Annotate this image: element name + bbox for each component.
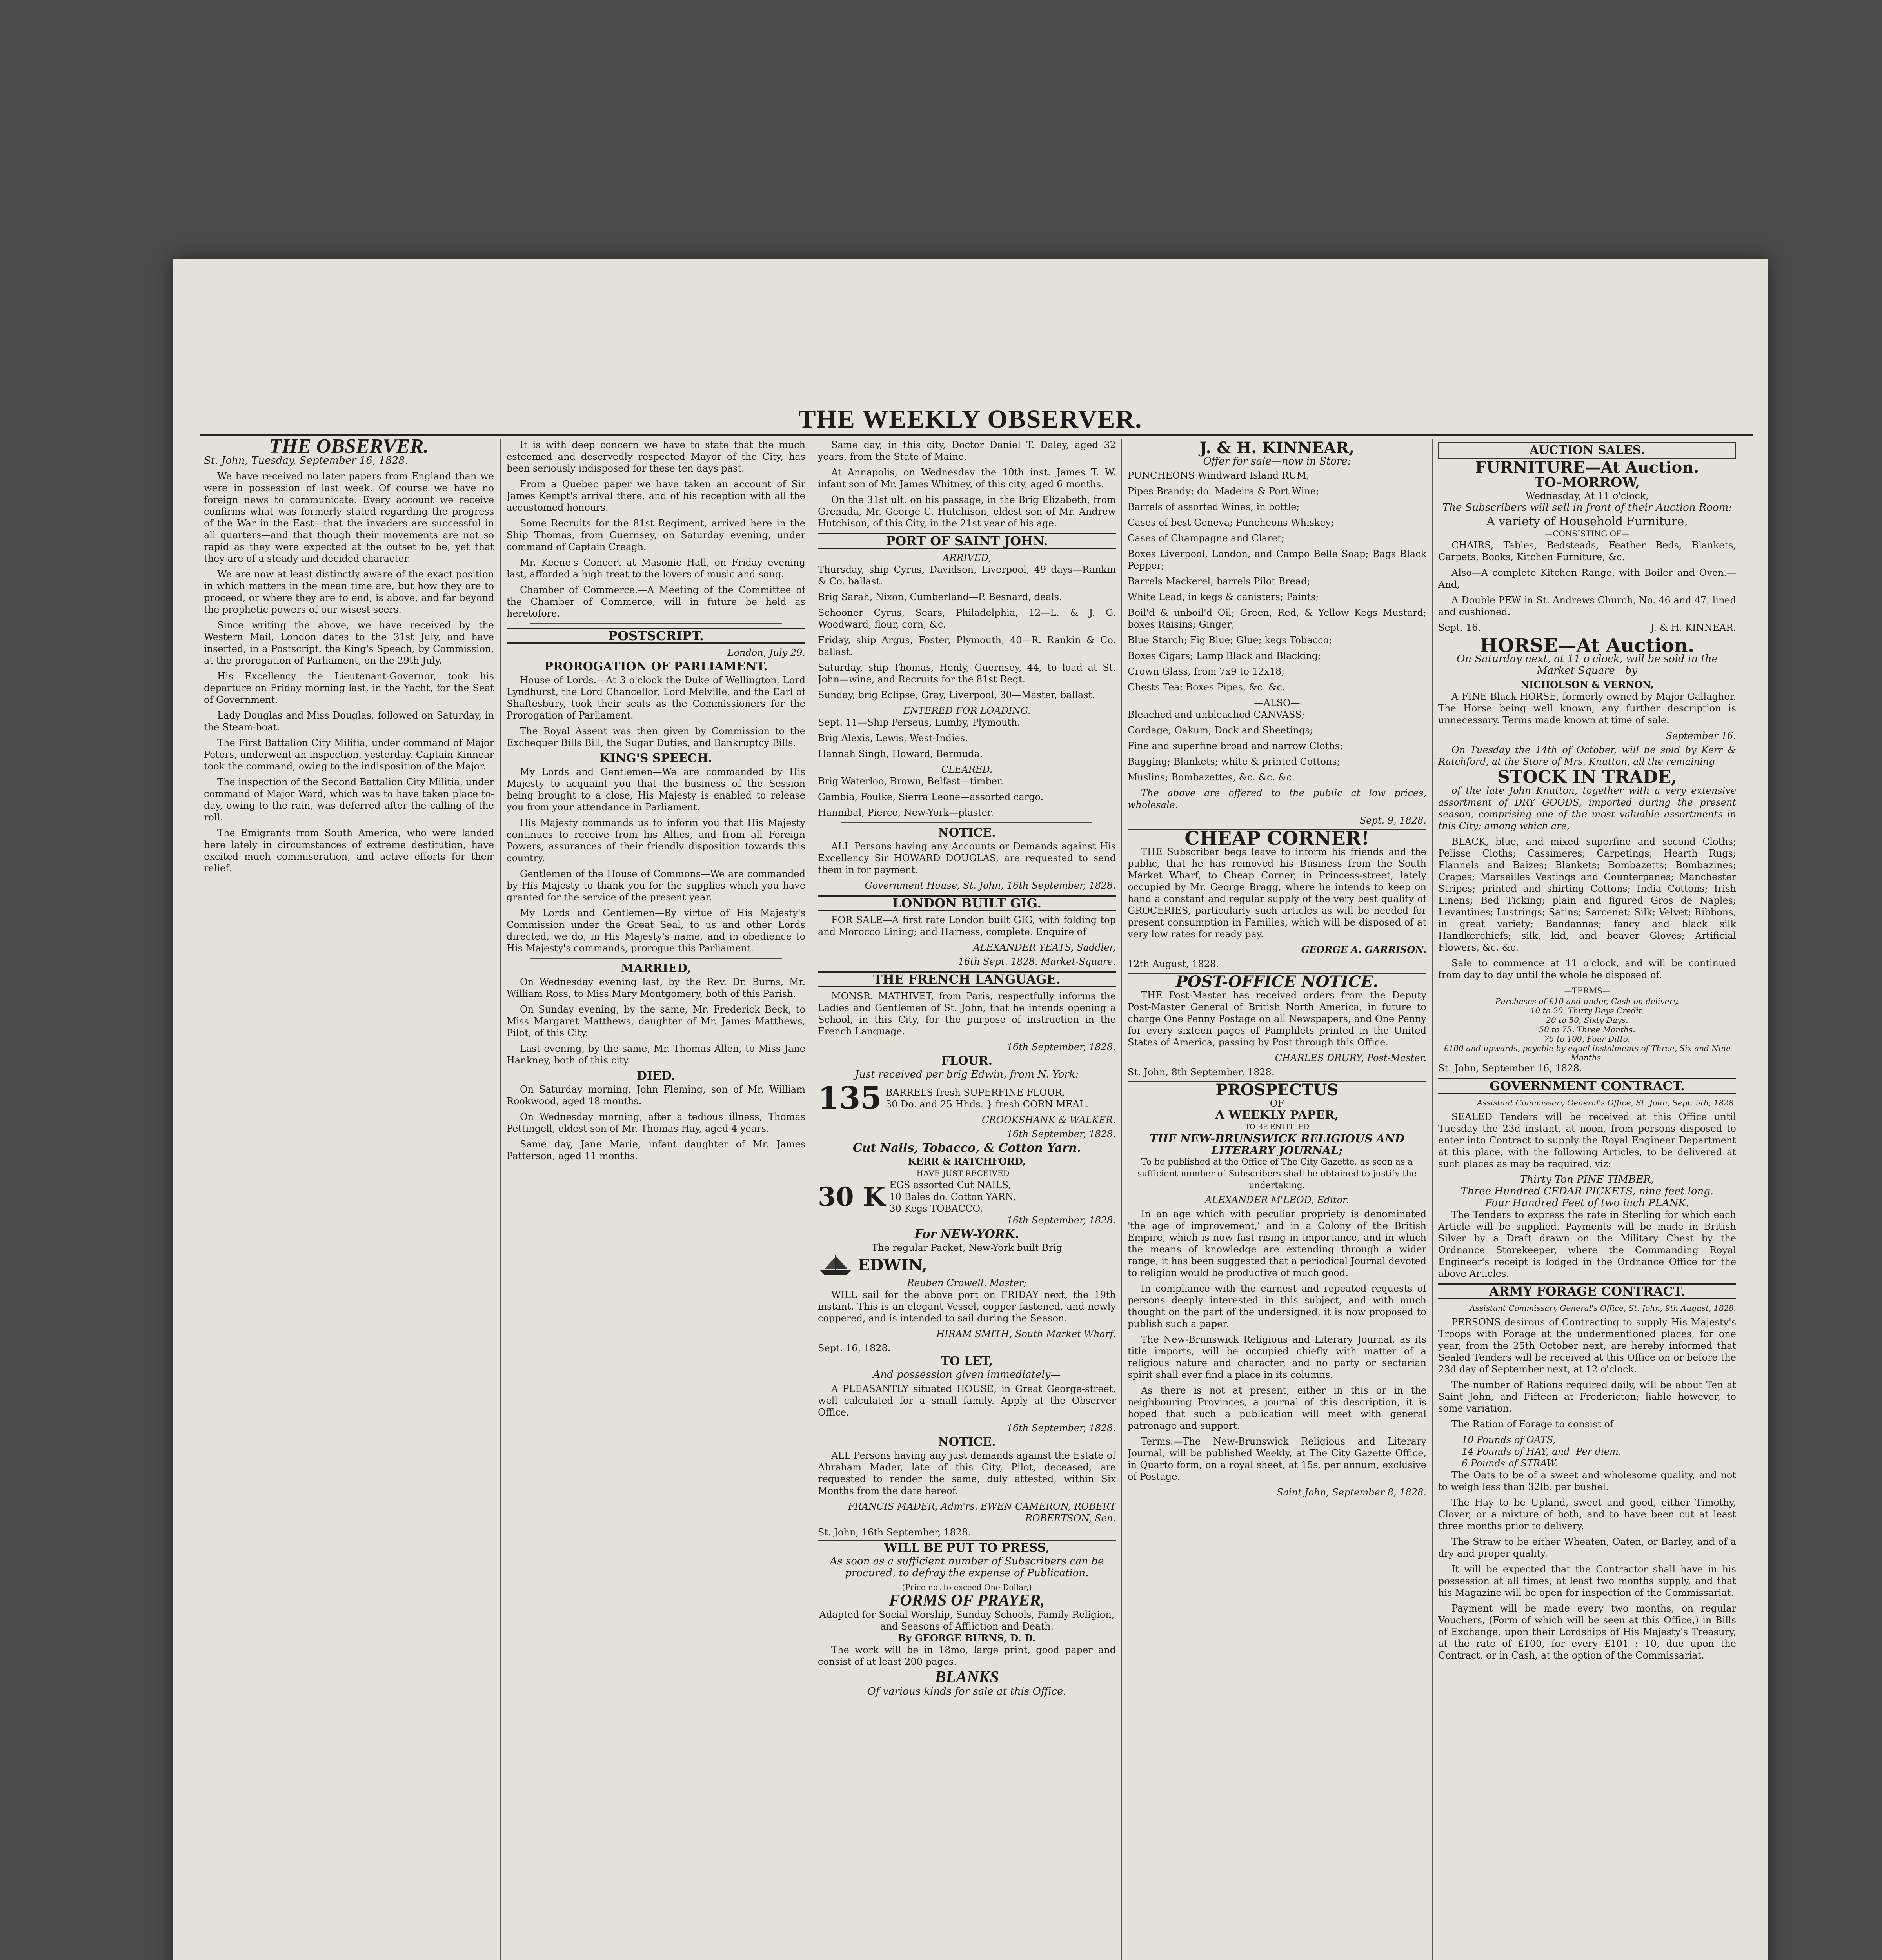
ration-item: 10 Pounds of OATS,: [1462, 1434, 1556, 1445]
article-paragraph: As there is not at present, either in this or in the neighbouring Provinces, a journal of this description, it is hoped that such a publication will meet with general patronage and support.: [1128, 1385, 1426, 1431]
ad-list-item: Pipes Brandy; do. Madeira & Port Wine;: [1128, 486, 1319, 497]
ad-subheading: On Saturday next, at 11 o'clock, will be sold in the Market Square—by: [1457, 653, 1718, 677]
column-3: [818, 439, 1116, 1960]
furniture-text: A variety of Household Furniture,: [1486, 515, 1688, 528]
notice-paragraph: Last evening, by the same, Mr. Thomas Allen, to Miss Jane Hankney, both of this city.: [507, 1043, 805, 1066]
article-paragraph: We have received no later papers from England than we were in possession of last week. Of course we have no foreign news to communicate. Every account we receive confirms what was formerly stated regarding the progress of the War in the East—that the invaders are successful in all quarters—and that though their movements are not so rapid as they were expected at the outset to be, yet that they are of a steady and decided character.: [204, 471, 494, 564]
ad-text: A Double PEW in St. Andrews Church, No. 46 and 47, lined and cushioned.: [1438, 595, 1736, 617]
ad-line: 30 Do. and 25 Hhds. } fresh CORN MEAL.: [885, 1099, 1089, 1110]
press-heading: WILL BE PUT TO PRESS,: [818, 1540, 1116, 1554]
column-4: [1128, 439, 1426, 1960]
ad-list-item: White Lead, in kegs & canisters; Paints;: [1128, 592, 1319, 603]
prospectus-title: THE NEW-BRUNSWICK RELIGIOUS AND LITERARY JOURNAL;: [1150, 1132, 1404, 1157]
terms-line: 50 to 75, Three Months.: [1539, 1025, 1635, 1034]
ad-text: MONSR. MATHIVET, from Paris, respectfully informs the Ladies and Gentlemen of St. John, that he intends opening a School, in this City, for the purpose of instruction in the French Language.: [818, 991, 1116, 1037]
ad-text: of the late John Knutton, together with a very extensive assortment of DRY GOODS, imported during the present season, comprising one of the most valuable assortments in this City; among which are,: [1438, 785, 1736, 831]
prospectus-editor: ALEXANDER M'LEOD, Editor.: [1205, 1194, 1349, 1205]
shipping-entry: Brig Sarah, Nixon, Cumberland—P. Besnard, deals.: [818, 592, 1062, 603]
shipping-entry: Friday, ship Argus, Foster, Plymouth, 40—R. Rankin & Co. ballast.: [818, 635, 1116, 657]
ration-per-diem: Per diem.: [1576, 1446, 1622, 1457]
ad-list-item: Chests Tea; Boxes Pipes, &c. &c.: [1128, 682, 1285, 693]
ad-text: CHAIRS, Tables, Bedsteads, Feather Beds, Blankets, Carpets, Books, Kitchen Furniture, &c.: [1438, 540, 1736, 563]
nails-listing: [818, 1179, 1116, 1214]
ad-text: SEALED Tenders will be received at this Office until Tuesday the 23d instant, at noon, from persons disposed to enter into Contract to supply the Royal Engineer Department at this place, with the following Articles, to be delivered at such places as may be required, viz:: [1438, 1111, 1736, 1169]
terms-paragraph: Terms.—The New-Brunswick Religious and Literary Journal, will be published Weekly, at The City Gazette Office, in Quarto form, on a royal sheet, at 15s. per annum, exclusive of Postage.: [1128, 1436, 1426, 1482]
column-divider: [1121, 439, 1122, 1960]
furniture-consisting: —CONSISTING OF—: [1545, 529, 1629, 538]
ad-date: Sept. 9, 1828.: [1359, 815, 1426, 826]
ad-date: Saint John, September 8, 1828.: [1277, 1487, 1426, 1498]
notice-paragraph: At Annapolis, on Wednesday the 10th inst. James T. W. infant son of Mr. James Whitney, of this city, aged 6 months.: [818, 467, 1116, 490]
prospectus-subtitle: To be published at the Office of The City Gazette, as soon as a sufficient number of Subscribers shall be obtained to justify the undertaking.: [1137, 1157, 1417, 1191]
ad-text: Also—A complete Kitchen Range, with Boiler and Oven.—And,: [1438, 567, 1736, 590]
ad-text: It will be expected that the Contractor shall have in his possession at all times, at least two months supply, and that his Magazine will be open for inspection of the Commissariat.: [1438, 1564, 1736, 1598]
ad-date: 16th Sept. 1828. Market-Square.: [958, 956, 1116, 967]
terms-line: Purchases of £10 and under, Cash on delivery.: [1495, 996, 1679, 1006]
ad-text: Sale to commence at 11 o'clock, and will be continued from day to day until the whole be disposed of.: [1438, 958, 1736, 980]
blanks-subheading: Of various kinds for sale at this Office.: [867, 1686, 1066, 1697]
ad-list-item: Boil'd & unboil'd Oil; Green, Red, & Yellow Kegs Mustard; boxes Raisins; Ginger;: [1128, 607, 1426, 630]
ad-list-item: Cordage; Oakum; Dock and Sheetings;: [1128, 725, 1313, 736]
kinnear-heading: J. & H. KINNEAR,: [1199, 439, 1355, 457]
ad-line: BARRELS fresh SUPERFINE FLOUR,: [885, 1087, 1065, 1098]
column-5: [1438, 439, 1736, 1960]
ad-text: The work will be in 18mo, large print, good paper and consist of at least 200 pages.: [818, 1644, 1116, 1667]
ration-item: 14 Pounds of HAY, and: [1462, 1446, 1570, 1457]
ad-list-item: Boxes Liverpool, London, and Campo Belle Soap; Bags Black Pepper;: [1128, 548, 1426, 571]
gov-item: Three Hundred CEDAR PICKETS, nine feet long.: [1461, 1185, 1714, 1197]
ad-text: The Straw to be either Wheaten, Oaten, or Barley, and of a dry and proper quality.: [1438, 1536, 1736, 1559]
article-paragraph: It is with deep concern we have to state that the much esteemed and deservedly respected Mayor of the City, has been seriously indisposed for these ten days past.: [507, 439, 805, 474]
notice-paragraph: Same day, in this city, Doctor Daniel T. Daley, aged 32 years, from the State of Maine.: [818, 439, 1116, 462]
nails-quantity: 30 K: [818, 1181, 886, 1212]
furniture-when: TO-MORROW,: [1534, 475, 1640, 490]
cleared-heading: CLEARED.: [941, 764, 993, 775]
ad-text: THE Post-Master has received orders from the Deputy Post-Master General of British North America, in future to charge One Penny Postage on all Newspapers, and One Penny for every sixteen pages of Pamphlets printed in the United States of America, passing by Post through this Office.: [1128, 990, 1426, 1048]
ad-text: Payment will be made every two months, on regular Vouchers, (Form of which will be seen at this Office,) in Bills of Exchange, upon their Lordships of His Majesty's Treasury, at the rate of £100, for every £101 : 10, due upon the Contract, or in Cash, at the option of the Commissariat.: [1438, 1603, 1736, 1661]
prospectus-entitled: TO BE ENTITLED: [1244, 1123, 1310, 1131]
furniture-heading: FURNITURE—At Auction.: [1475, 458, 1699, 477]
ad-signature: GEORGE A. GARRISON.: [1301, 944, 1426, 955]
ad-text: BLACK, blue, and mixed superfine and second Cloths; Pelisse Cloths; Cassimeres; Carpetings; Hearth Rugs; Flannels and Baizes; Blankets; Bombazetts; Bombazines; Crapes; Marseilles Vestings and Counterpanes; Manchester Stripes; printed and shirting Cottons; India Cottons; Irish Linens; Bed Ticking; plain and figured Gros de Naples; Levantines; Lustrings; Satins; Sarcenet; Silk; Velvet; Ribbons, in great variety; Bandannas; fancy and black silk Handkerchiefs; silk, kid, and beaver Gloves; Artificial Flowers, &c. &c.: [1438, 836, 1736, 953]
notice-paragraph: On Saturday morning, John Fleming, son of Mr. William Rookwood, aged 18 months.: [507, 1084, 805, 1107]
shipping-entry: Schooner Cyrus, Sears, Philadelphia, 12—L. & J. G. Woodward, flour, corn, &c.: [818, 607, 1116, 630]
ad-date: St. John, 16th September, 1828.: [818, 1527, 971, 1538]
shipping-entry: Thursday, ship Cyrus, Davidson, Liverpool, 49 days—Rankin & Co. ballast.: [818, 564, 1116, 587]
ad-text: The Hay to be Upland, sweet and good, either Timothy, Clover, or a mixture of both, and to have been cut at least three months prior to delivery.: [1438, 1497, 1736, 1532]
nails-heading: Cut Nails, Tobacco, & Cotton Yarn.: [852, 1141, 1081, 1155]
article-paragraph: The inspection of the Second Battalion City Militia, under command of Major Ward, which was to have taken place to-day, owing to the rain, was deferred after the calling of the roll.: [204, 777, 494, 823]
shipping-entry: Hannah Singh, Howard, Bermuda.: [818, 748, 983, 759]
ad-text: The number of Rations required daily, will be about Ten at Saint John, and Fifteen at Fredericton; liable however, to some variation.: [1438, 1379, 1736, 1414]
newspaper-page: [173, 259, 1768, 1960]
nails-firm: KERR & RATCHFORD,: [908, 1156, 1026, 1167]
ad-date: St. John, September 16, 1828.: [1438, 1063, 1582, 1074]
postscript-subheading: PROROGATION OF PARLIAMENT.: [544, 660, 768, 673]
ad-text: A FINE Black HORSE, formerly owned by Major Gallagher. The Horse being well known, any further description is unnecessary. Terms made known at time of sale.: [1438, 691, 1736, 726]
shipping-entry: Brig Waterloo, Brown, Belfast—timber.: [818, 776, 1004, 787]
shipping-entry: Sept. 11—Ship Perseus, Lumby, Plymouth.: [818, 717, 1021, 728]
press-price: (Price not to exceed One Dollar,): [902, 1583, 1032, 1592]
article-paragraph: We are now at least distinctly aware of the exact position in which matters in the mean time are, but how they are to proceed, or where they are to end, is above, and far beyond the prophetic powers of our wisest seers.: [204, 569, 494, 615]
ad-list-item: Crown Glass, from 7x9 to 12x18;: [1128, 666, 1285, 677]
ad-subheading: HAVE JUST RECEIVED—: [916, 1169, 1017, 1178]
shipping-entry: Saturday, ship Thomas, Henly, Guernsey, 44, to load at St. John—wine, and Recruits for the 81st Regt.: [818, 662, 1116, 685]
prospectus-heading: PROSPECTUS: [1128, 1081, 1426, 1096]
terms-line: £100 and upwards, payable by equal instalments of Three, Six and Nine Months.: [1444, 1044, 1731, 1062]
furniture-day: Wednesday, At 11 o'clock,: [1525, 490, 1649, 501]
divider: [841, 822, 1092, 823]
ship-master: Reuben Crowell, Master;: [907, 1278, 1027, 1289]
ad-text: The Oats to be of a sweet and wholesome quality, and not to weigh less than 32lb. per bushel.: [1438, 1470, 1736, 1492]
gov-item: Thirty Ton PINE TIMBER,: [1520, 1174, 1655, 1185]
article-paragraph: His Excellency the Lieutenant-Governor, took his departure on Friday morning last, in the Yacht, for the Seat of Government.: [204, 671, 494, 705]
dateline: St. John, Tuesday, September 16, 1828.: [204, 455, 408, 466]
ad-list-item: Bagging; Blankets; white & printed Cottons;: [1128, 756, 1340, 767]
cheap-heading: CHEAP CORNER!: [1128, 829, 1426, 844]
article-paragraph: His Majesty commands us to inform you that His Majesty continues to receive from his Allies, and from all Foreign Powers, assurances of their friendly disposition towards this country.: [507, 817, 805, 864]
terms-heading: —TERMS—: [1564, 986, 1610, 995]
ad-subheading: And possession given immediately—: [873, 1369, 1061, 1381]
army-heading: ARMY FORAGE CONTRACT.: [1438, 1283, 1736, 1299]
ad-subheading: Just received per brig Edwin, from N. York:: [855, 1069, 1079, 1080]
auction-heading: AUCTION SALES.: [1438, 442, 1736, 459]
army-office: Assistant Commissary General's Office, St. John, 9th August, 1828.: [1470, 1303, 1736, 1313]
shipping-entry: Gambia, Foulke, Sierra Leone—assorted cargo.: [818, 791, 1044, 802]
postscript-dateline: London, July 29.: [727, 647, 805, 658]
ad-line: 10 Bales do. Cotton YARN,: [889, 1191, 1016, 1202]
notice-heading: NOTICE.: [938, 1435, 996, 1449]
ad-text: ALL Persons having any just demands against the Estate of Abraham Mader, late of this City, Pilot, deceased, are requested to render the same, duly attested, within Six Months from the date hereof.: [818, 1450, 1116, 1496]
article-paragraph: Mr. Keene's Concert at Masonic Hall, on Friday evening last, afforded a high treat to the lovers of music and song.: [507, 557, 805, 580]
ad-list-item: Blue Starch; Fig Blue; Glue; kegs Tobacco;: [1128, 635, 1332, 646]
ad-text: On Tuesday the 14th of October, will be sold by Kerr & Ratchford, at the Store of Mrs. Knutton, all the remaining: [1438, 744, 1736, 767]
ad-date: September 16.: [1666, 730, 1736, 741]
ad-list-item: PUNCHEONS Windward Island RUM;: [1128, 470, 1310, 481]
ad-date: 16th September, 1828.: [1006, 1423, 1116, 1434]
terms-line: 20 to 50, Sixty Days.: [1546, 1015, 1628, 1025]
furniture-footer: [1438, 622, 1736, 633]
died-heading: DIED.: [636, 1069, 676, 1083]
notice-paragraph: On Wednesday morning, after a tedious illness, Thomas Pettingell, eldest son of Mr. Thomas Hay, aged 4 years.: [507, 1111, 805, 1134]
article-paragraph: The Emigrants from South America, who were landed here lately in circumstances of extreme destitution, have excited much commiseration, and active efforts for their relief.: [204, 828, 494, 874]
article-paragraph: In an age which with peculiar propriety is denominated 'the age of improvement,' and in a Colony of the British Empire, which is now fast rising in importance, and in which the means of knowledge are extending through a wider range, it has been suggested that a periodical Journal devoted to religion would be productive of much good.: [1128, 1209, 1426, 1278]
article-paragraph: House of Lords.—At 3 o'clock the Duke of Wellington, Lord Lyndhurst, the Lord Chancellor, Lord Melville, and the Earl of Shaftesbury, took their seats as the Commissioners for the Prorogation of Parliament.: [507, 675, 805, 721]
ny-ship-line: [818, 1254, 1116, 1277]
ad-list-item: Barrels Mackerel; barrels Pilot Bread;: [1128, 576, 1310, 587]
prayer-heading: FORMS OF PRAYER,: [889, 1592, 1045, 1610]
shipping-entry: Hannibal, Pierce, New-York—plaster.: [818, 807, 994, 818]
ad-subheading: Adapted for Social Worship, Sunday Schools, Family Religion, and Seasons of Affliction and Death.: [819, 1609, 1115, 1632]
article-paragraph: My Lords and Gentlemen—By virtue of His Majesty's Commission under the Great Seal, to us and other Lords directed, we do, in His Majesty's name, and in obedience to His Majesty's commands, prorogue this Parliament.: [507, 907, 805, 954]
ad-list-item: Barrels of assorted Wines, in bottle;: [1128, 501, 1300, 512]
gig-heading: LONDON BUILT GIG.: [818, 895, 1116, 911]
ad-line: EGS assorted Cut NAILS,: [889, 1180, 1011, 1191]
horse-heading: HORSE—At Auction.: [1438, 637, 1736, 652]
ad-signature: J. & H. KINNEAR.: [1650, 622, 1736, 633]
article-paragraph: The New-Brunswick Religious and Literary Journal, as its title imports, will be occupied chiefly with matter of a religious nature and character, and no party or sectarian spirit shall ever find a place in its columns.: [1128, 1334, 1426, 1380]
shipping-entry: Sunday, brig Eclipse, Gray, Liverpool, 30—Master, ballast.: [818, 690, 1095, 701]
ad-list-item: Cases of Champagne and Claret;: [1128, 533, 1284, 544]
postscript-heading: POSTSCRIPT.: [507, 628, 805, 644]
ad-line: 30 Kegs TOBACCO.: [889, 1203, 983, 1214]
article-paragraph: Chamber of Commerce.—A Meeting of the Committee of the Chamber of Commerce, will in future be held as heretofore.: [507, 584, 805, 619]
stock-heading: STOCK IN TRADE,: [1497, 767, 1677, 787]
married-heading: MARRIED,: [621, 962, 691, 975]
article-paragraph: My Lords and Gentlemen—We are commanded by His Majesty to acquaint you that the business of the Session being brought to a close, His Majesty is enabled to release you from your attendance in Parliament.: [507, 766, 805, 813]
gov-office: Assistant Commissary General's Office, St. John, Sept. 5th, 1828.: [1477, 1098, 1736, 1107]
section-title: THE OBSERVER.: [269, 439, 429, 457]
notice-paragraph: On Sunday evening, by the same, Mr. Frederick Beck, to Miss Margaret Matthews, daughter of Mr. James Matthews, Pilot, of this City.: [507, 1004, 805, 1038]
entered-heading: ENTERED FOR LOADING.: [903, 705, 1031, 716]
ad-subheading: As soon as a sufficient number of Subscribers can be procured, to defray the expense of Publication.: [830, 1555, 1104, 1579]
notice-paragraph: Same day, Jane Marie, infant daughter of Mr. James Patterson, aged 11 months.: [507, 1139, 805, 1161]
let-heading: TO LET,: [941, 1354, 993, 1368]
ad-list-item: Cases of best Geneva; Puncheons Whiskey;: [1128, 517, 1334, 528]
article-paragraph: Some Recruits for the 81st Regiment, arrived here in the Ship Thomas, from Guernsey, on Saturday evening, under command of Captain Creagh.: [507, 518, 805, 552]
ad-text: THE Subscriber begs leave to inform his friends and the public, that he has removed his Business from the South Market Wharf, to Cheap Corner, in Princess-street, lately occupied by Mr. George Bragg, where he intends to keep on hand a constant and regular supply of the very best quality of GROCERIES, particularly such articles as will be needed for present consumption in Families, which will be disposed of at very low rates for ready pay.: [1128, 846, 1426, 940]
column-2: [507, 439, 805, 1960]
flour-heading: FLOUR.: [941, 1054, 993, 1068]
article-paragraph: Gentlemen of the House of Commons—We are commanded by His Majesty to thank you for the supplies which you have granted for the service of the present year.: [507, 868, 805, 903]
ration-block: [1438, 1434, 1736, 1469]
ship-name: EDWIN,: [858, 1256, 927, 1274]
ad-text: PERSONS desirous of Contracting to supply His Majesty's Troops with Forage at the undermentioned places, for one year, from the 25th October next, are hereby informed that Sealed Tenders will be received at this Office on or before the 23d day of September next, at 12 o'clock.: [1438, 1317, 1736, 1375]
divider: [530, 958, 782, 959]
ration-item: 6 Pounds of STRAW.: [1462, 1458, 1558, 1469]
ad-list-item: Fine and superfine broad and narrow Cloths;: [1128, 740, 1343, 751]
gov-heading: GOVERNMENT CONTRACT.: [1438, 1078, 1736, 1094]
notice-heading: NOTICE.: [938, 826, 996, 840]
flour-quantity: 135: [818, 1080, 882, 1116]
ad-subheading: Offer for sale—now in Store:: [1203, 456, 1351, 467]
ad-signature: ALEXANDER YEATS, Saddler,: [973, 942, 1116, 953]
port-heading: PORT OF SAINT JOHN.: [818, 533, 1116, 549]
blanks-heading: BLANKS: [935, 1668, 999, 1686]
ad-subheading: The regular Packet, New-York built Brig: [871, 1242, 1062, 1253]
column-divider: [1432, 439, 1433, 1960]
prospectus-of: OF: [1270, 1098, 1284, 1109]
ad-date: 16th September, 1828.: [1006, 1215, 1116, 1226]
ad-text: WILL sail for the above port on FRIDAY next, the 19th instant. This is an elegant Vessel, copper fastened, and newly coppered, and is intended to sail during the Season.: [818, 1289, 1116, 1324]
ad-subheading: The Subscribers will sell in front of their Auction Room:: [1442, 502, 1732, 514]
ad-text: FOR SALE—A first rate London built GIG, with folding top and Morocco Lining; and Harness, complete. Enquire of: [818, 915, 1116, 937]
ad-text: A PLEASANTLY situated HOUSE, in Great George-street, well calculated for a small family. Apply at the Observer Office.: [818, 1383, 1116, 1418]
masthead: THE WEEKLY OBSERVER.: [798, 405, 1143, 434]
ad-date: 12th August, 1828.: [1128, 958, 1219, 969]
flour-listing: [818, 1080, 1116, 1116]
gov-item: Four Hundred Feet of two inch PLANK.: [1485, 1197, 1689, 1209]
prayer-author: By GEORGE BURNS, D. D.: [898, 1632, 1036, 1644]
ship-icon: [818, 1254, 853, 1277]
ad-date: 16th September, 1828.: [1006, 1042, 1116, 1053]
masthead-rule: [200, 434, 1753, 436]
ad-also: —ALSO—: [1254, 697, 1300, 708]
article-paragraph: Since writing the above, we have received by the Western Mail, London dates to the 31st July, and have inserted, in a Postscript, the King's Speech, by Commission, at the prorogation of Parliament, on the 29th July.: [204, 620, 494, 666]
notice-paragraph: On Wednesday evening last, by the Rev. Dr. Burns, Mr. William Ross, to Miss Mary Montgomery, both of this Parish.: [507, 976, 805, 999]
ad-list-item: Bleached and unbleached CANVASS;: [1128, 709, 1305, 720]
ny-heading: For NEW-YORK.: [914, 1227, 1019, 1241]
notice-paragraph: On the 31st ult. on his passage, in the Brig Elizabeth, from Grenada, Mr. George C. Hutchison, eldest son of Mr. Andrew Hutchison, of this City, in the 21st year of his age.: [818, 494, 1116, 529]
ad-date: Sept. 16.: [1438, 622, 1481, 633]
ad-signature: CHARLES DRURY, Post-Master.: [1275, 1053, 1426, 1063]
terms-line: 10 to 20, Thirty Days Credit.: [1530, 1006, 1644, 1015]
column-divider: [500, 439, 501, 1960]
ad-list-item: Boxes Cigars; Lamp Black and Blacking;: [1128, 650, 1321, 661]
article-paragraph: The Royal Assent was then given by Commission to the Exchequer Bills Bill, the Sugar Duties, and Bankruptcy Bills.: [507, 726, 805, 748]
divider: [530, 623, 782, 624]
ad-text: The Tenders to express the rate in Sterling for which each Article will be supplied. Payments will be made in British Silver by a Draft drawn on the Military Chest by the Ordnance Storekeeper, where the Commanding Royal Engineer's receipt is lodged in the Ordnance Office for the above Articles.: [1438, 1209, 1736, 1279]
horse-seller: NICHOLSON & VERNON,: [1520, 679, 1654, 690]
ad-signature: HIRAM SMITH, South Market Wharf.: [936, 1328, 1116, 1339]
arrived-heading: ARRIVED,: [943, 552, 991, 563]
ad-list-item: Muslins; Bombazettes, &c. &c. &c.: [1128, 772, 1295, 783]
ad-signature: FRANCIS MADER, Adm'rs. EWEN CAMERON, ROBERT ROBERTSON, Sen.: [848, 1501, 1116, 1524]
terms-line: 75 to 100, Four Ditto.: [1544, 1034, 1630, 1044]
ad-date: Sept. 16, 1828.: [818, 1343, 891, 1354]
ad-text: ALL Persons having any Accounts or Demands against His Excellency Sir HOWARD DOUGLAS, are requested to send them in for payment.: [818, 841, 1116, 875]
ad-date: St. John, 8th September, 1828.: [1128, 1067, 1275, 1078]
prospectus-paper: A WEEKLY PAPER,: [1215, 1108, 1339, 1122]
ad-signature: Government House, St. John, 16th September, 1828.: [865, 880, 1116, 891]
article-paragraph: From a Quebec paper we have taken an account of Sir James Kempt's arrival there, and of his reception with all the accustomed honours.: [507, 479, 805, 513]
post-heading: POST-OFFICE NOTICE.: [1128, 973, 1426, 988]
column-1: [204, 439, 494, 1960]
ad-signature: CROOKSHANK & WALKER.: [982, 1114, 1116, 1125]
french-heading: THE FRENCH LANGUAGE.: [818, 971, 1116, 987]
article-paragraph: Lady Douglas and Miss Douglas, followed on Saturday, in the Steam-boat.: [204, 710, 494, 733]
speech-heading: KING'S SPEECH.: [599, 751, 712, 765]
ad-date: 16th September, 1828.: [1006, 1129, 1116, 1140]
ad-text: The Ration of Forage to consist of: [1451, 1419, 1613, 1430]
shipping-entry: Brig Alexis, Lewis, West-Indies.: [818, 733, 968, 744]
ad-text: The above are offered to the public at low prices, wholesale.: [1128, 788, 1426, 810]
article-paragraph: In compliance with the earnest and repeated requests of persons deeply interested in this subject, and with much thought on the part of the undersigned, it is now proposed to publish such a paper.: [1128, 1283, 1426, 1329]
article-paragraph: The First Battalion City Militia, under command of Major Peters, underwent an inspection, yesterday. Captain Kinnear took the command, owing to the indisposition of the Major.: [204, 737, 494, 772]
